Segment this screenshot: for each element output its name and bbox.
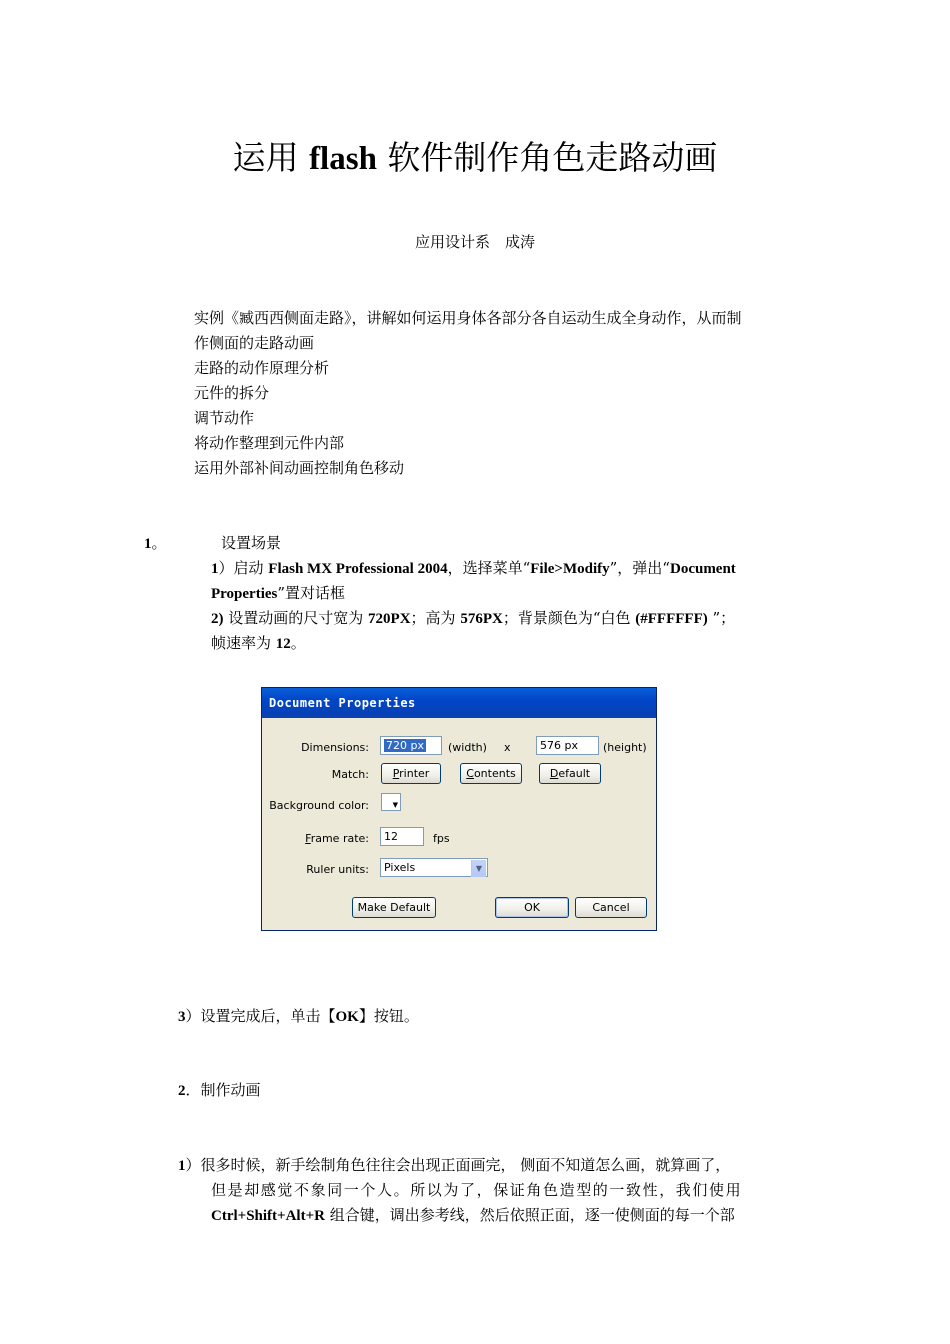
frame-rate-input[interactable]: 12 xyxy=(380,827,424,846)
height-unit-label: (height) xyxy=(603,741,647,754)
document-properties-dialog xyxy=(261,687,657,931)
section-1-heading: 设置场景 xyxy=(221,534,282,552)
paragraph-line-3: Ctrl+Shift+Alt+R 组合键，调出参考线，然后依照正面，逐一使侧面的每一个部 xyxy=(211,1206,735,1224)
step-2-line-2: 帧速率为 12。 xyxy=(211,634,306,652)
cancel-button[interactable]: Cancel xyxy=(575,897,647,918)
section-1-number: 1。 xyxy=(144,534,167,552)
intro-line: 作侧面的走路动画 xyxy=(194,334,315,352)
background-color-swatch[interactable] xyxy=(381,793,401,811)
intro-item: 走路的动作原理分析 xyxy=(194,359,330,377)
intro-item: 调节动作 xyxy=(194,409,255,427)
swatch-dropdown-icon: ▼ xyxy=(392,801,398,809)
frame-rate-label: Frame rate: xyxy=(305,832,369,845)
match-label: Match: xyxy=(331,768,369,781)
section-2-heading: 2．制作动画 xyxy=(178,1081,261,1099)
width-unit-label: (width) xyxy=(448,741,487,754)
document-title: 运用 flash 软件制作角色走路动画 xyxy=(232,138,718,177)
ruler-units-label: Ruler units: xyxy=(306,863,369,876)
paragraph-line-1: 1）很多时候，新手绘制角色往往会出现正面画完， 侧面不知道怎么画，就算画了， xyxy=(178,1156,731,1174)
intro-item: 运用外部补间动画控制角色移动 xyxy=(194,459,405,477)
contents-button[interactable]: Contents xyxy=(460,763,522,784)
ruler-units-select[interactable]: Pixels ▼ xyxy=(380,858,488,877)
make-default-button[interactable]: Make Default xyxy=(352,897,436,918)
step-1-line-1: 1）启动 Flash MX Professional 2004，选择菜单“File>Modify”，弹出“Document xyxy=(211,559,736,577)
intro-line: 实例《臧西西侧面走路》，讲解如何运用身体各部分各自运动生成全身动作，从而制 xyxy=(194,309,742,327)
width-input[interactable]: 720 px xyxy=(380,736,442,755)
step-2-line-1: 2) 设置动画的尺寸宽为 720PX；高为 576PX；背景颜色为“白色 (#FFFFFF) ”； xyxy=(211,609,736,627)
printer-button[interactable]: Printer xyxy=(381,763,441,784)
height-input[interactable]: 576 px xyxy=(536,736,599,755)
times-sign: x xyxy=(504,741,511,754)
default-button[interactable]: Default xyxy=(539,763,601,784)
chevron-down-icon[interactable]: ▼ xyxy=(471,860,486,877)
step-3: 3）设置完成后，单击【OK】按钮。 xyxy=(178,1007,419,1025)
dimensions-label: Dimensions: xyxy=(301,741,369,754)
dialog-title-bar: Document Properties xyxy=(262,688,656,718)
author-line: 应用设计系 成涛 xyxy=(414,233,535,251)
paragraph-line-2: 但是却感觉不象同一个人。所以为了，保证角色造型的一致性，我们使用 xyxy=(211,1181,743,1199)
intro-item: 元件的拆分 xyxy=(194,384,270,402)
ok-button[interactable]: OK xyxy=(495,897,569,918)
fps-label: fps xyxy=(433,832,450,845)
intro-item: 将动作整理到元件内部 xyxy=(194,434,345,452)
step-1-line-2: Properties”置对话框 xyxy=(211,584,346,602)
background-color-label: Background color: xyxy=(269,799,369,812)
